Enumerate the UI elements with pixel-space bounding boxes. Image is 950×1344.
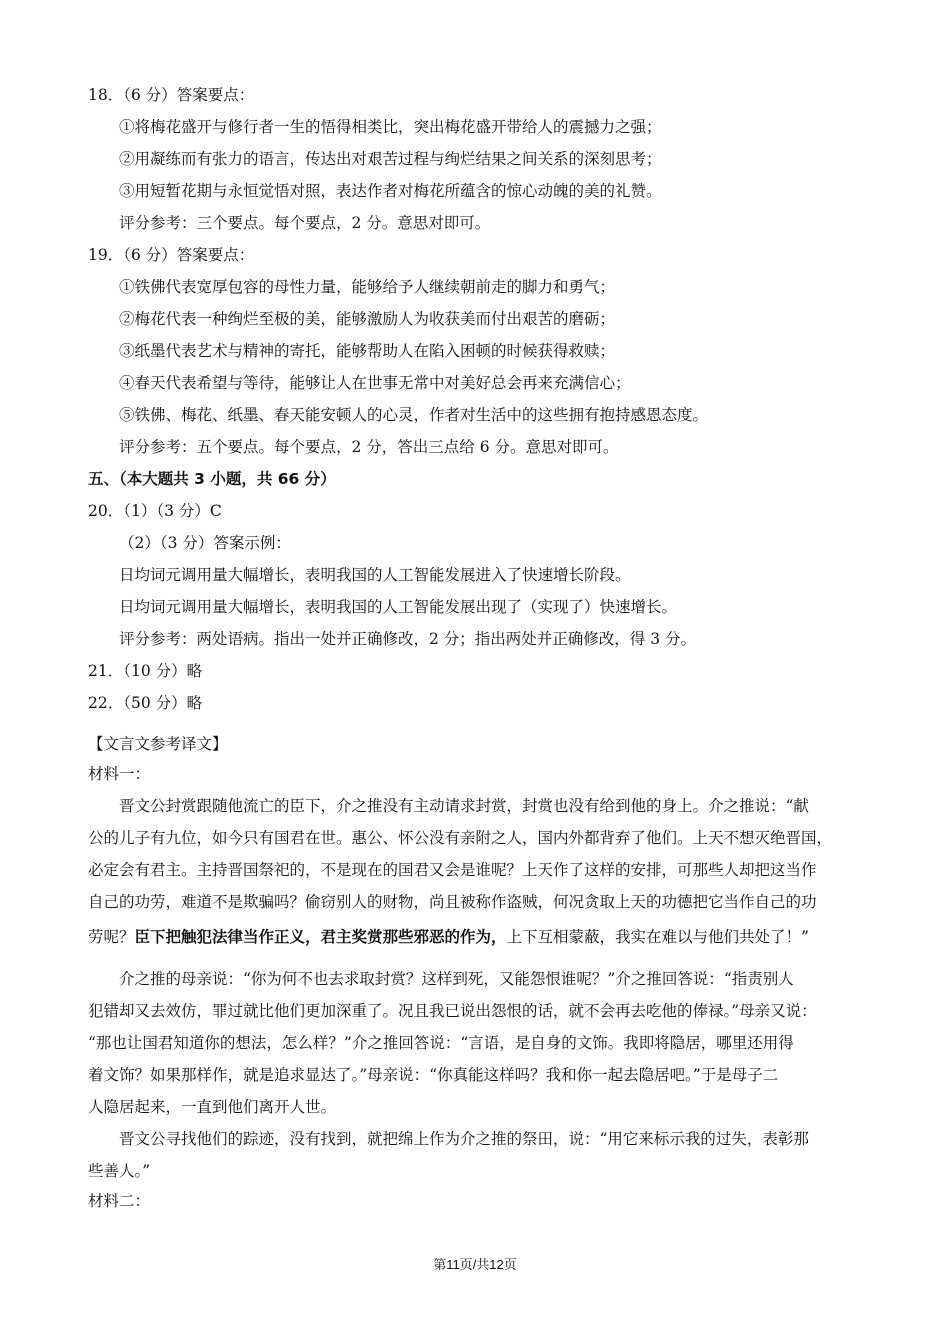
m1-para3-line-1: 晋文公寻找他们的踪迹，没有找到，就把绵上作为介之推的祭田，说：“用它来标示我的过失，表彰那 bbox=[119, 1130, 809, 1148]
q20-example-1: 日均词元调用量大幅增长，表明我国的人工智能发展进入了快速增长阶段。 bbox=[119, 566, 631, 584]
m1-para2-line-4: 着文饰？如果那样作，就是追求显达了。”母亲说：“你真能这样吗？我和你一起去隐居吧。”于是母子二 bbox=[88, 1066, 779, 1084]
q22-answer: 22．（50 分）略 bbox=[88, 694, 203, 712]
q19-score-note: 评分参考：五个要点。每个要点，2 分，答出三点给 6 分。意思对即可。 bbox=[119, 438, 619, 456]
translation-heading: 【文言文参考译文】 bbox=[88, 735, 228, 753]
m1-para2-line-1: 介之推的母亲说：“你为何不也去求取封赏？这样到死，又能怨恨谁呢？”介之推回答说：“指责别人 bbox=[119, 970, 794, 988]
q19-point-3: ③纸墨代表艺术与精神的寄托，能够帮助人在陷入困顿的时候获得救赎； bbox=[119, 342, 616, 360]
q20-example-2: 日均词元调用量大幅增长，表明我国的人工智能发展出现了（实现了）快速增长。 bbox=[119, 598, 678, 616]
q18-score-note: 评分参考：三个要点。每个要点，2 分。意思对即可。 bbox=[119, 214, 491, 232]
m1-para2-line-2: 犯错却又去效仿，罪过就比他们更加深重了。况且我已说出怨恨的话，就不会再去吃他的俸禄。”母亲又说： bbox=[88, 1002, 817, 1020]
m1-para1-line-3: 必定会有君主。主持晋国祭祀的，不是现在的国君又会是谁呢？上天作了这样的安排，可那些人却把这当作 bbox=[88, 861, 817, 879]
q18-point-1: ①将梅花盛开与修行者一生的悟得相类比，突出梅花盛开带给人的震撼力之强； bbox=[119, 118, 662, 136]
q20-part-2: （2）（3 分）答案示例： bbox=[119, 534, 291, 552]
q19-point-5: ⑤铁佛、梅花、纸墨、春天能安顿人的心灵，作者对生活中的这些拥有抱持感恩态度。 bbox=[119, 406, 709, 424]
m1-para1-line-4: 自己的功劳，难道不是欺骗吗？偷窃别人的财物，尚且被称作盗贼，何况贪取上天的功德把它当作自己的功 bbox=[88, 893, 817, 911]
m1-para1-line-2: 公的儿子有九位，如今只有国君在世。惠公、怀公没有亲附之人，国内外都背弃了他们。上天不想灭绝晋国， bbox=[88, 829, 833, 847]
m1-para1-last-b: 上下互相蒙蔽，我实在难以与他们共处了！” bbox=[506, 928, 809, 946]
m1-para2-line-5: 人隐居起来，一直到他们离开人世。 bbox=[88, 1098, 337, 1116]
q19-heading: 19．（6 分）答案要点： bbox=[88, 246, 255, 264]
q20-score-note: 评分参考：两处语病。指出一处并正确修改，2 分；指出两处并正确修改，得 3 分。 bbox=[119, 630, 697, 648]
page-number: 第11页/共12页 bbox=[433, 1257, 517, 1272]
section-5-heading: 五、（本大题共 3 小题，共 66 分） bbox=[88, 470, 336, 488]
m1-para2-line-3: “那也让国君知道你的想法，怎么样？”介之推回答说：“言语，是自身的文饰。我即将隐居，哪里还用得 bbox=[88, 1034, 794, 1052]
m1-para1-last-a: 劳呢？ bbox=[88, 928, 135, 946]
q19-point-4: ④春天代表希望与等待，能够让人在世事无常中对美好总会再来充满信心； bbox=[119, 374, 631, 392]
q20-part-1: 20．（1）（3 分）C bbox=[88, 502, 222, 520]
m1-para1-bold-phrase: 臣下把触犯法律当作正义，君主奖赏那些邪恶的作为， bbox=[134, 928, 507, 946]
q19-point-2: ②梅花代表一种绚烂至极的美，能够激励人为收获美而付出艰苦的磨砺； bbox=[119, 310, 616, 328]
q18-point-2: ②用凝练而有张力的语言，传达出对艰苦过程与绚烂结果之间关系的深刻思考； bbox=[119, 150, 662, 168]
q18-point-3: ③用短暂花期与永恒觉悟对照，表达作者对梅花所蕴含的惊心动魄的美的礼赞。 bbox=[119, 182, 662, 200]
material-1-label: 材料一： bbox=[88, 765, 151, 783]
m1-para1-line-1: 晋文公封赏跟随他流亡的臣下，介之推没有主动请求封赏，封赏也没有给到他的身上。介之推说：“献 bbox=[119, 797, 809, 815]
q19-point-1: ①铁佛代表宽厚包容的母性力量，能够给予人继续朝前走的脚力和勇气； bbox=[119, 278, 616, 296]
q18-heading: 18．（6 分）答案要点： bbox=[88, 86, 255, 104]
material-2-label: 材料二： bbox=[88, 1192, 151, 1210]
q21-answer: 21．（10 分）略 bbox=[88, 662, 203, 680]
m1-para3-line-2: 些善人。” bbox=[88, 1162, 151, 1180]
m1-para1-line-5 bbox=[88, 926, 809, 948]
